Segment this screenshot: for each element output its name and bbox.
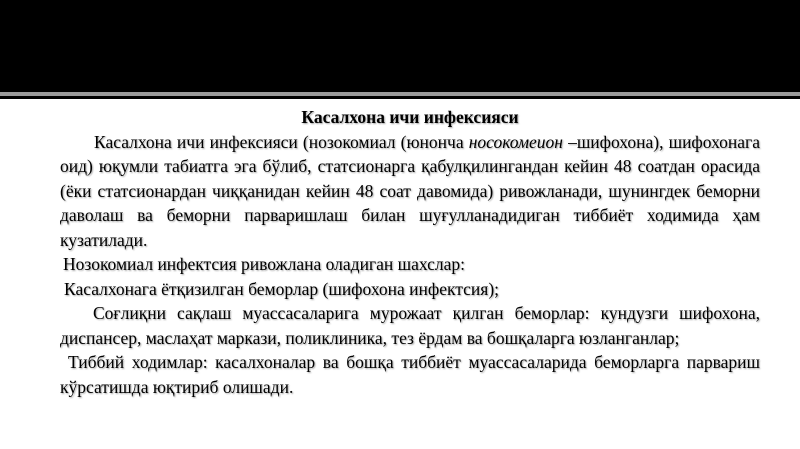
- slide-body: [60, 105, 760, 399]
- definition-text-start: Касалхона ичи инфексияси (нозокомиал (юнонча: [94, 131, 469, 152]
- header-band: [0, 0, 800, 92]
- risk-group-staff: Тиббий ходимлар: касалхоналар ва бошқа тиббиёт муассасаларида беморларга парвариш кўрсатишда юқтириб олишади.: [60, 352, 760, 397]
- header-divider-black: [0, 96, 800, 99]
- slide-title: Касалхона ичи инфексияси: [301, 107, 519, 127]
- definition-term-italic: носокомеион: [468, 131, 563, 152]
- risk-group-outpatients: Соғлиқни сақлаш муассасаларига мурожаат қилган беморлар: кундузги шифохона, диспансер, маслаҳат маркази, поликлиника, тез ёрдам ва бошқаларга юзланганлар;: [60, 303, 760, 348]
- definition-text-rest: –шифохона), шифохонага оид) юқумли табиатга эга бўлиб, статсионарга қабулқилингандан кейин 48 соатдан орасида (ёки статсионардан чиққанидан кейин 48 соат давомида) ривожланади, шунингдек беморни даволаш ва беморни парваришлаш билан шуғулланадидиган тиббиёт ходимида ҳам кузатилади.: [60, 131, 760, 250]
- risk-group-patients: Касалхонага ётқизилган беморлар (шифохона инфектсия);: [64, 278, 500, 299]
- definition-paragraph: [60, 130, 760, 253]
- risk-groups-heading: Нозокомиал инфектсия ривожлана оладиган шахслар:: [63, 254, 465, 274]
